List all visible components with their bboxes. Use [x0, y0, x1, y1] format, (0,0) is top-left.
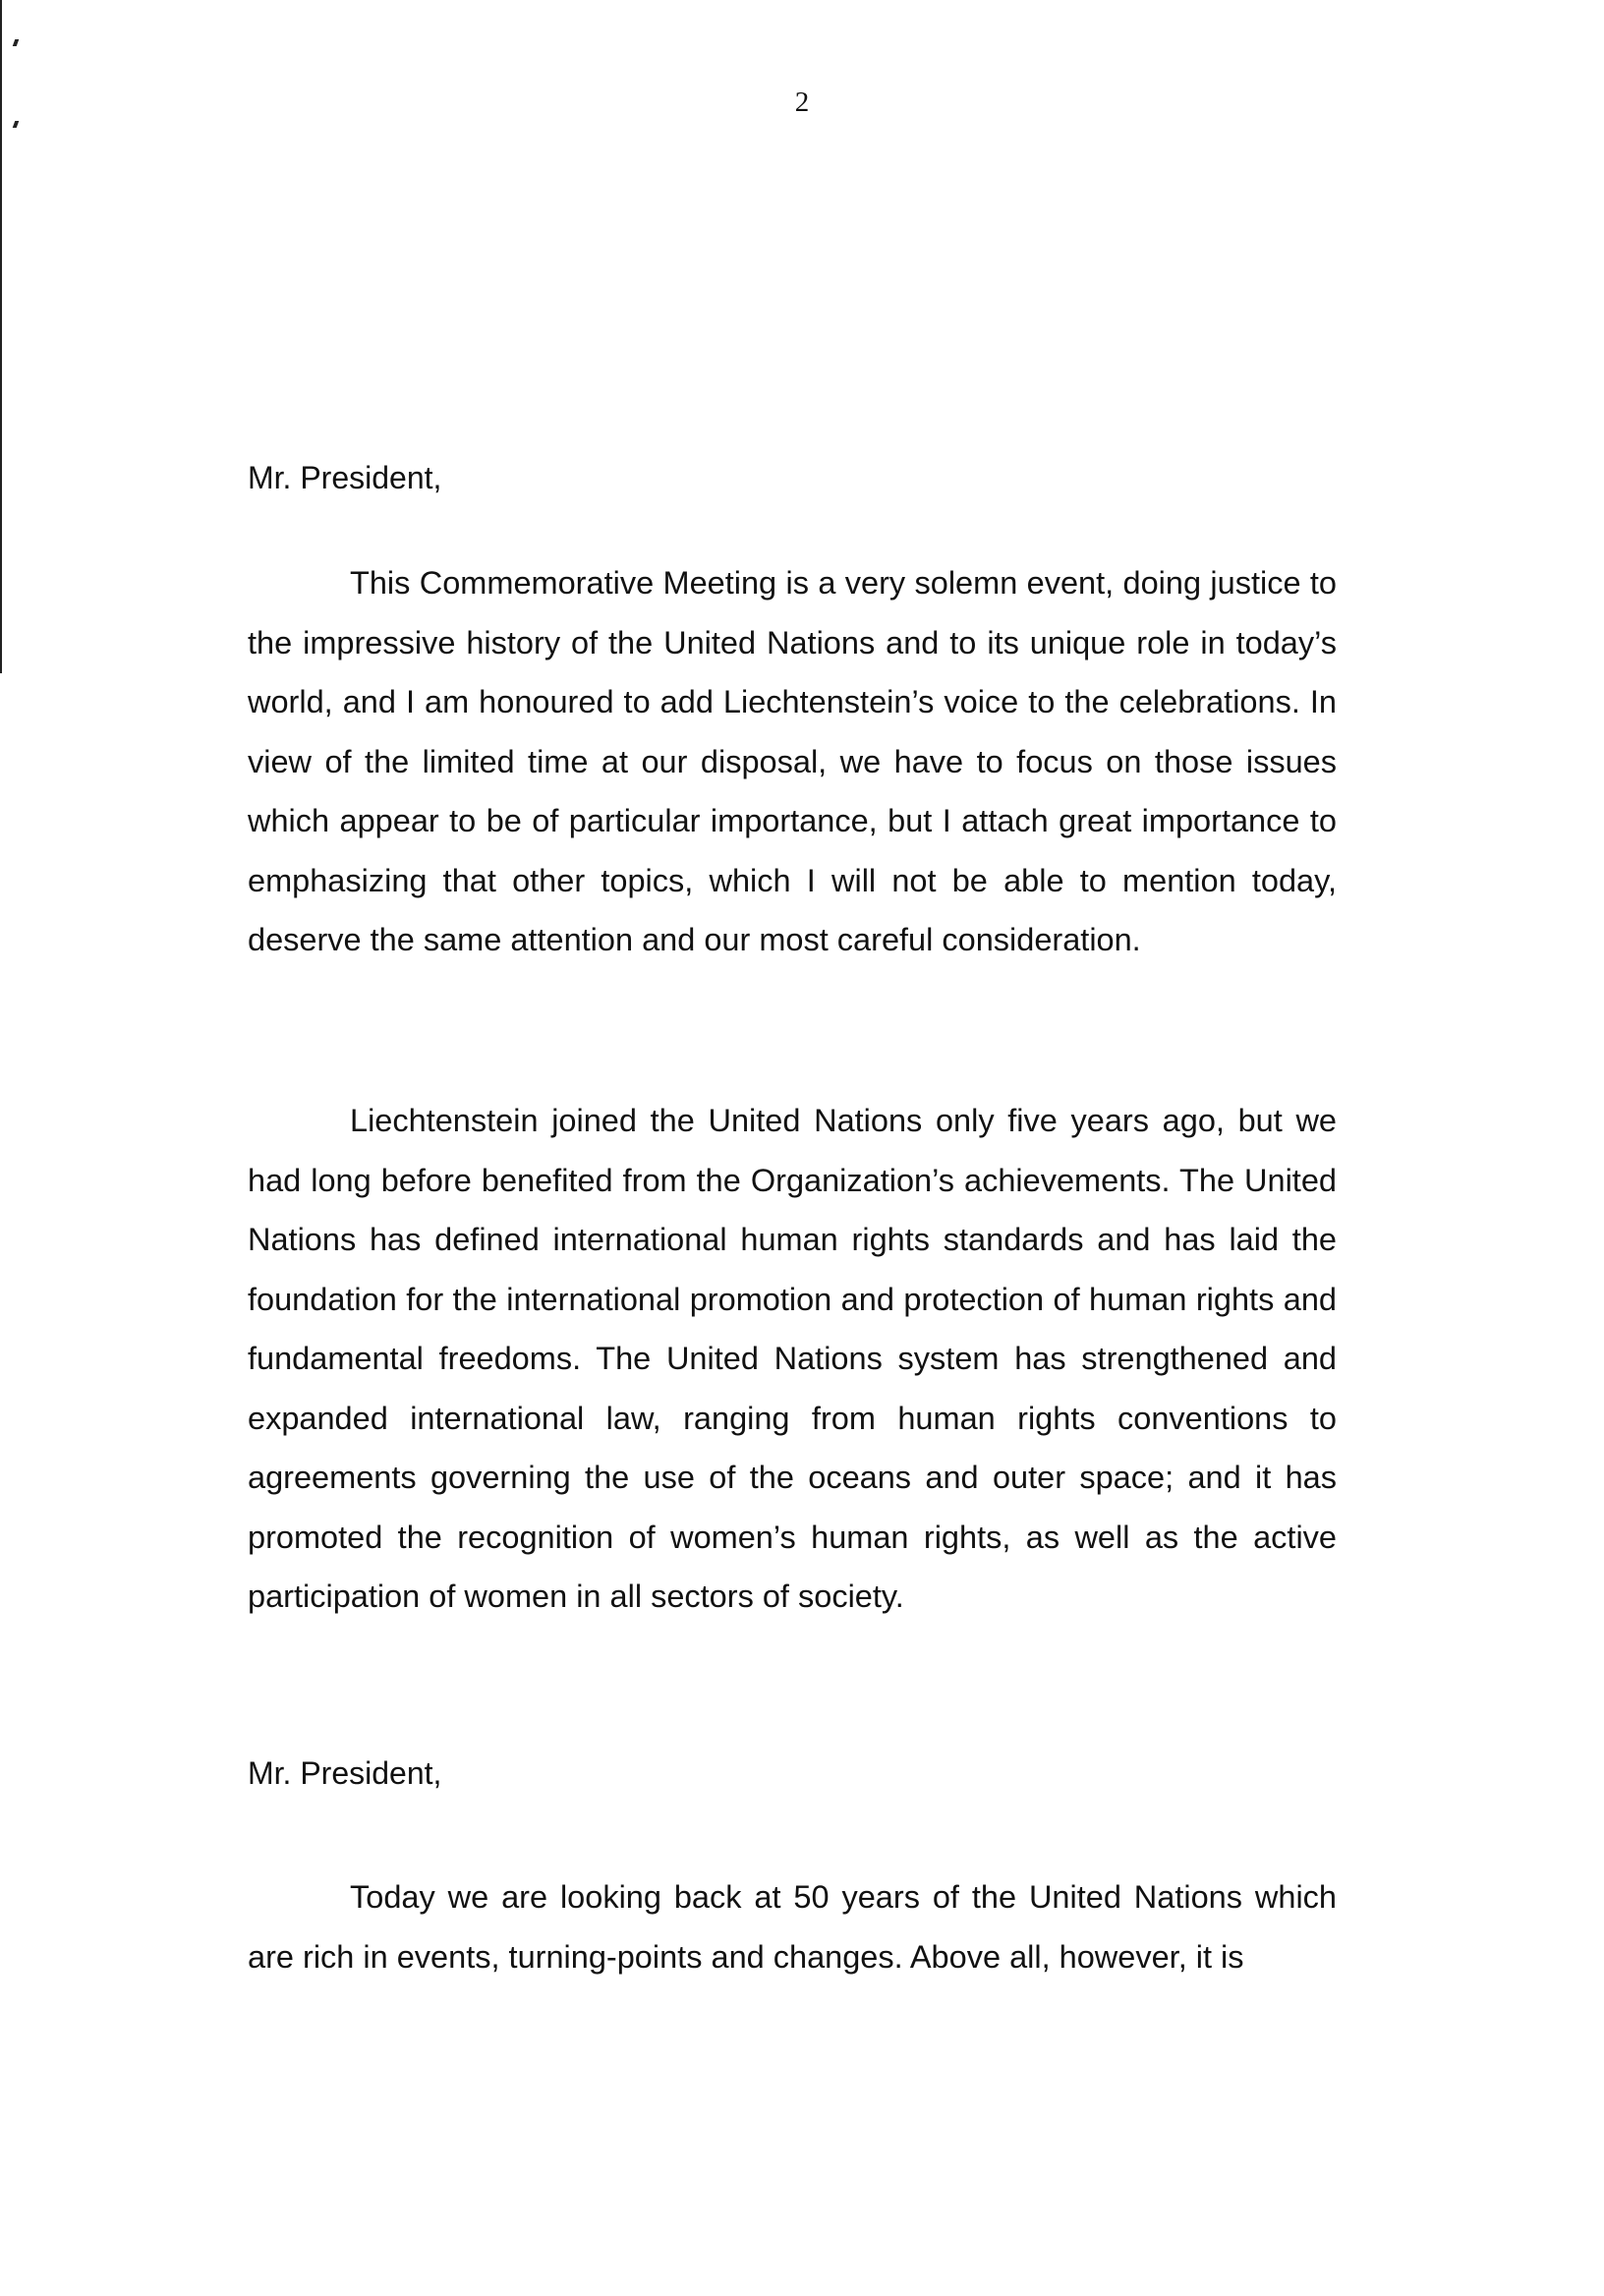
salutation: Mr. President,	[248, 460, 442, 495]
paragraph-commemorative-meeting: This Commemorative Meeting is a very solemn event, doing justice to the impressive history of the United Nations and to its unique role in today’s world, and I am honoured to add Liechtenstein’s voice to the celebrations. In view of the limited time at our disposal, we have to focus on those issues which appear to be of particular importance, but I attach great importance to emphasizing that other topics, which I will not be able to mention today, deserve the same attention and our most careful consideration.	[248, 565, 1337, 957]
paragraph-liechtenstein-joined: Liechtenstein joined the United Nations only five years ago, but we had long before benefited from the Organization’s achievements. The United Nations has defined international human rights standards and has laid the foundation for the international promotion and protection of human rights and fundamental freedoms. The United Nations system has strengthened and expanded international law, ranging from human rights conventions to agreements governing the use of the oceans and outer space; and it has promoted the recognition of women’s human rights, as well as the active participation of women in all sectors of society.	[248, 1103, 1337, 1614]
salutation: Mr. President,	[248, 1755, 442, 1791]
paragraph-looking-back: Today we are looking back at 50 years of the United Nations which are rich in events, turning-points and changes. Above all, however, it is	[248, 1879, 1337, 1975]
page-number: 2	[794, 86, 810, 118]
scan-mark	[13, 121, 20, 128]
scan-mark	[13, 39, 20, 46]
